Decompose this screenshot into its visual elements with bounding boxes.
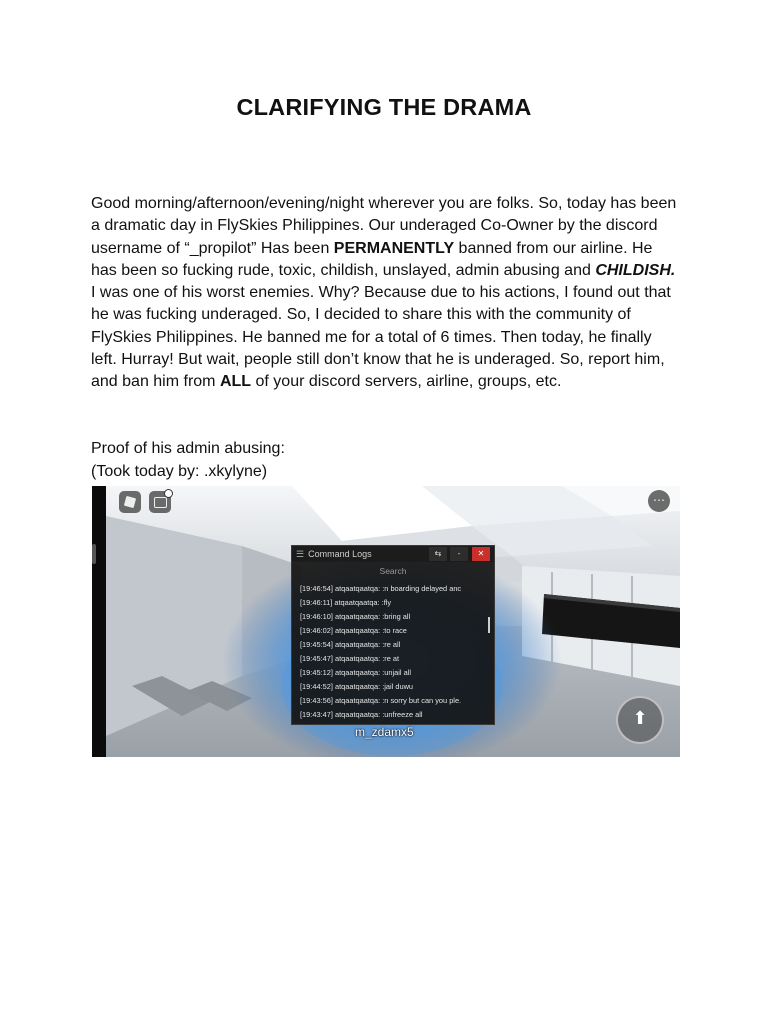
log-user: atqaatqaatqa: bbox=[334, 682, 381, 691]
log-time: [19:45:47] bbox=[300, 654, 333, 663]
log-scrollbar[interactable] bbox=[488, 617, 490, 633]
log-cmd: :unfreeze all bbox=[382, 710, 423, 719]
log-user: atqaatqaatqa: bbox=[334, 612, 381, 621]
paragraph-text-3: I was one of his worst enemies. Why? Because due to his actions, I found out that he was fucking underaged. So, I decided to share this with the community of FlySkies Philippines. He banned me for a total of 6 times. Then today, he finally left. Hurray! But wait, people still don’t know that he is underaged. So, report him, and ban him from bbox=[91, 284, 671, 391]
log-cmd: :n sorry but can you ple. bbox=[382, 696, 462, 705]
notification-dot bbox=[164, 489, 173, 498]
command-logs-panel bbox=[291, 545, 495, 725]
paragraph-text-4: of your discord servers, airline, groups, etc. bbox=[251, 373, 562, 391]
log-user: atqaatqaatqa: bbox=[334, 598, 380, 607]
minimize-icon: - bbox=[457, 549, 461, 558]
body-paragraph bbox=[91, 193, 681, 394]
log-cmd: :re at bbox=[382, 654, 400, 663]
paragraph-text-1: Good morning/afternoon/evening/night wherever you are folks. So, today has been a dramatic day in FlySkies Philippines. Our underaged Co-Owner by the discord username of “_propilot” Has been bbox=[91, 195, 677, 257]
ellipsis-icon: ⋯ bbox=[653, 493, 665, 507]
chat-button[interactable] bbox=[149, 491, 171, 513]
log-row bbox=[300, 610, 486, 624]
proof-line-1: Proof of his admin abusing: bbox=[91, 440, 285, 457]
log-user: atqaatqaatqa: bbox=[334, 710, 381, 719]
log-user: atqaatqaatqa: bbox=[334, 626, 381, 635]
log-row bbox=[300, 680, 486, 694]
close-icon: ✕ bbox=[477, 549, 485, 558]
more-options-button[interactable] bbox=[648, 490, 670, 512]
log-row bbox=[300, 596, 486, 610]
command-log-list bbox=[300, 582, 486, 722]
player-name-tag: m_zdamx5 bbox=[355, 725, 414, 739]
log-user: atqaatqaatqa: bbox=[334, 640, 381, 649]
log-cmd: :to race bbox=[382, 626, 407, 635]
log-time: [19:44:52] bbox=[300, 682, 333, 691]
close-button[interactable] bbox=[472, 547, 490, 561]
log-row bbox=[300, 666, 486, 680]
log-row bbox=[300, 708, 486, 722]
log-cmd: :jail duwu bbox=[382, 682, 414, 691]
chat-icon bbox=[154, 497, 167, 508]
jump-button[interactable] bbox=[616, 696, 664, 744]
paragraph-text-2: banned from our airline. He has been so fucking rude, toxic, childish, unslayed, admin abusing and bbox=[91, 239, 653, 279]
emphasis-all: ALL bbox=[219, 373, 252, 391]
log-user: atqaatqaatqa: bbox=[334, 654, 381, 663]
log-time: [19:45:12] bbox=[300, 668, 333, 677]
log-cmd: :unjail all bbox=[382, 668, 411, 677]
hamburger-menu-icon[interactable]: ☰ bbox=[296, 548, 305, 559]
emphasis-childish: CHILDISH. bbox=[595, 261, 676, 279]
log-row bbox=[300, 638, 486, 652]
log-cmd: :re all bbox=[382, 640, 401, 649]
minimize-button[interactable] bbox=[450, 547, 468, 561]
log-cmd: :bring all bbox=[382, 612, 411, 621]
log-time: [19:46:11] bbox=[300, 598, 333, 607]
left-edge-bar bbox=[92, 486, 106, 757]
log-row bbox=[300, 694, 486, 708]
refresh-button[interactable] bbox=[429, 547, 447, 561]
log-cmd: :fly bbox=[381, 598, 392, 607]
log-user: atqaatqaatqa: bbox=[334, 584, 381, 593]
log-cmd: :n boarding delayed anc bbox=[382, 584, 462, 593]
document-title: CLARIFYING THE DRAMA bbox=[236, 94, 532, 120]
log-time: [19:45:54] bbox=[300, 640, 333, 649]
proof-caption bbox=[91, 437, 285, 483]
log-time: [19:43:56] bbox=[300, 696, 333, 705]
roblox-logo-icon bbox=[124, 496, 136, 508]
log-row bbox=[300, 652, 486, 666]
refresh-icon: ⇆ bbox=[434, 549, 442, 558]
proof-line-2: (Took today by: .xkylyne) bbox=[91, 463, 268, 480]
game-screenshot bbox=[92, 486, 680, 757]
log-row bbox=[300, 624, 486, 638]
command-logs-title: Command Logs bbox=[308, 549, 372, 559]
side-panel-handle[interactable] bbox=[92, 544, 96, 564]
log-time: [19:46:02] bbox=[300, 626, 333, 635]
log-row bbox=[300, 582, 486, 596]
command-logs-header bbox=[292, 546, 494, 562]
log-time: [19:46:54] bbox=[300, 584, 333, 593]
jump-arrow-icon: ⬆ bbox=[632, 708, 648, 729]
emphasis-permanently: PERMANENTLY bbox=[333, 239, 455, 257]
roblox-menu-button[interactable] bbox=[119, 491, 141, 513]
search-box[interactable]: Search bbox=[379, 566, 407, 576]
log-user: atqaatqaatqa: bbox=[334, 696, 381, 705]
log-time: [19:46:10] bbox=[300, 612, 333, 621]
log-user: atqaatqaatqa: bbox=[334, 668, 381, 677]
log-time: [19:43:47] bbox=[300, 710, 333, 719]
